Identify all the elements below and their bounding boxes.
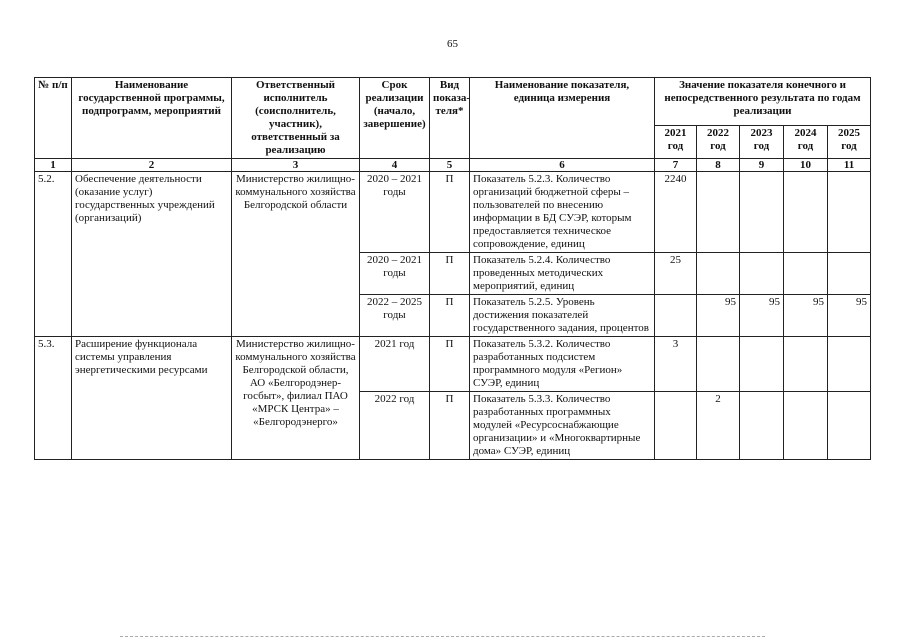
- value-2023: [740, 172, 784, 253]
- value-2025: [828, 172, 871, 253]
- indicators-table: [34, 77, 871, 460]
- value-2025: [828, 337, 871, 392]
- value-2021: [655, 392, 697, 460]
- header-type: Вид показа-теля*: [430, 78, 470, 159]
- term: 2022 – 2025 годы: [360, 295, 430, 337]
- col-number: 8: [697, 159, 740, 172]
- indicator-name: Показатель 5.3.2. Количество разработанных подсистем программного модуля «Регион» СУЭР, единиц: [470, 337, 655, 392]
- col-number: 4: [360, 159, 430, 172]
- value-2023: [740, 253, 784, 295]
- page-bottom-divider: [120, 636, 765, 637]
- row-num: 5.3.: [35, 337, 72, 460]
- col-number: 11: [828, 159, 871, 172]
- column-numbers-row: [35, 159, 871, 172]
- header-year: 2024 год: [784, 125, 828, 158]
- indicator-type: П: [430, 253, 470, 295]
- term: 2020 – 2021 годы: [360, 253, 430, 295]
- value-2022: [697, 337, 740, 392]
- indicator-name: Показатель 5.2.3. Количество организаций бюджетной сферы – пользователей по внесению информации в БД СУЭР, которым предоставляется техническое сопровождение, единиц: [470, 172, 655, 253]
- header-name: Наименование государственной программы, подпрограмм, мероприятий: [72, 78, 232, 159]
- value-2022: 95: [697, 295, 740, 337]
- value-2021: 3: [655, 337, 697, 392]
- value-2022: [697, 253, 740, 295]
- indicator-name: Показатель 5.2.4. Количество проведенных методических мероприятий, единиц: [470, 253, 655, 295]
- col-number: 5: [430, 159, 470, 172]
- indicator-type: П: [430, 337, 470, 392]
- header-term: Срок реализации (начало, завершение): [360, 78, 430, 159]
- value-2021: 25: [655, 253, 697, 295]
- table-row: [35, 337, 871, 392]
- header-year: 2023 год: [740, 125, 784, 158]
- col-number: 2: [72, 159, 232, 172]
- header-year: 2021 год: [655, 125, 697, 158]
- header-year: 2025 год: [828, 125, 871, 158]
- table-row: [35, 172, 871, 253]
- col-number: 6: [470, 159, 655, 172]
- col-number: 9: [740, 159, 784, 172]
- header-num: № п/п: [35, 78, 72, 159]
- responsible: Министерство жилищно-коммунального хозяйства Белгородской области: [232, 172, 360, 337]
- value-2021: 2240: [655, 172, 697, 253]
- value-2023: 95: [740, 295, 784, 337]
- program-name: Обеспечение деятельности (оказание услуг) государственных учреждений (организаций): [72, 172, 232, 337]
- value-2024: [784, 392, 828, 460]
- value-2022: [697, 172, 740, 253]
- page-number: 65: [447, 38, 458, 50]
- row-num: 5.2.: [35, 172, 72, 337]
- term: 2020 – 2021 годы: [360, 172, 430, 253]
- indicator-type: П: [430, 392, 470, 460]
- value-2023: [740, 337, 784, 392]
- indicator-name: Показатель 5.2.5. Уровень достижения показателей государственного задания, процентов: [470, 295, 655, 337]
- header-values-group: Значение показателя конечного и непосредственного результата по годам реализации: [655, 78, 871, 126]
- value-2025: 95: [828, 295, 871, 337]
- col-number: 10: [784, 159, 828, 172]
- program-name: Расширение функционала системы управления энергетическими ресурсами: [72, 337, 232, 460]
- header-indicator: Наименование показателя, единица измерения: [470, 78, 655, 159]
- value-2024: 95: [784, 295, 828, 337]
- responsible: Министерство жилищно-коммунального хозяйства Белгородской области, АО «Белгородэнер-госбыт», филиал ПАО «МРСК Центра» – «Белгородэнерго»: [232, 337, 360, 460]
- col-number: 3: [232, 159, 360, 172]
- value-2024: [784, 172, 828, 253]
- col-number: 1: [35, 159, 72, 172]
- header-responsible: Ответственный исполнитель (соисполнитель, участник), ответственный за реализацию: [232, 78, 360, 159]
- value-2021: [655, 295, 697, 337]
- term: 2021 год: [360, 337, 430, 392]
- header-year: 2022 год: [697, 125, 740, 158]
- indicator-name: Показатель 5.3.3. Количество разработанных программных модулей «Ресурсоснабжающие организации» и «Многоквартирные дома» СУЭР, единиц: [470, 392, 655, 460]
- indicator-type: П: [430, 295, 470, 337]
- col-number: 7: [655, 159, 697, 172]
- term: 2022 год: [360, 392, 430, 460]
- value-2022: 2: [697, 392, 740, 460]
- indicator-type: П: [430, 172, 470, 253]
- value-2024: [784, 337, 828, 392]
- value-2025: [828, 392, 871, 460]
- value-2024: [784, 253, 828, 295]
- value-2025: [828, 253, 871, 295]
- value-2023: [740, 392, 784, 460]
